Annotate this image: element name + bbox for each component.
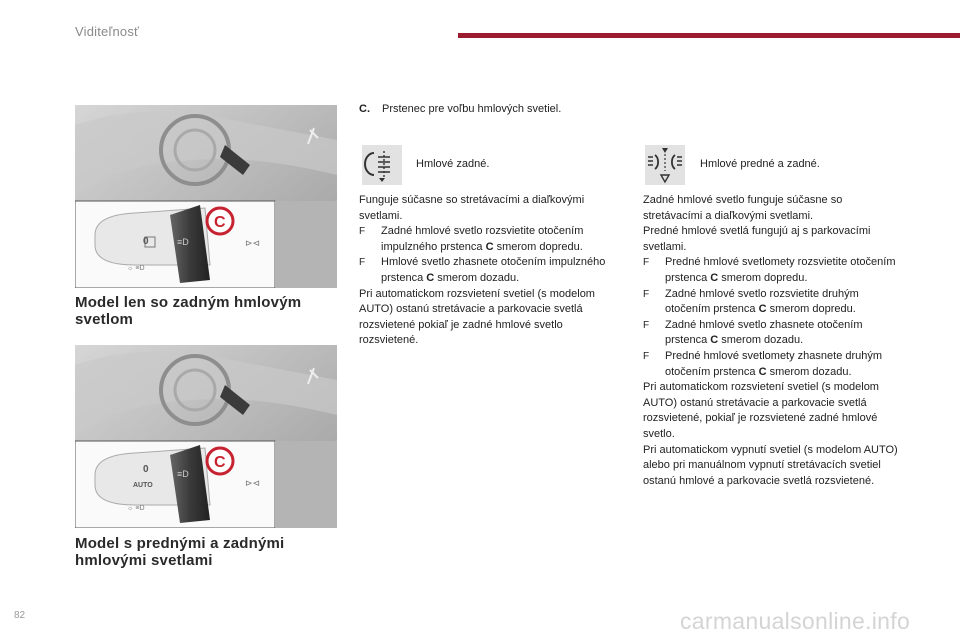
list-item: F Hmlové svetlo zhasnete otočením impulzného prstenca C smerom dozadu. bbox=[359, 255, 617, 286]
svg-text:☼ ≡D: ☼ ≡D bbox=[127, 265, 145, 272]
bullet-mark: F bbox=[359, 226, 366, 238]
section-heading-rear-only: Model len so zadným hmlovým svetlom bbox=[75, 294, 302, 328]
bullet-mark: F bbox=[643, 288, 650, 300]
bullet-mark: F bbox=[359, 257, 366, 269]
svg-text:≡D: ≡D bbox=[177, 237, 189, 247]
stalk-illustration-rear-fog bbox=[75, 105, 337, 288]
svg-text:☼ ≡D: ☼ ≡D bbox=[127, 505, 145, 512]
switch-label-zero: 0 bbox=[143, 236, 149, 247]
bullet-mark: F bbox=[643, 350, 650, 362]
section-heading-front-rear: Model s prednými a zadnými hmlovými svetlami bbox=[75, 535, 285, 569]
header-accent-bar bbox=[458, 33, 960, 38]
watermark: carmanualsonline.info bbox=[680, 608, 911, 634]
rear-fog-description bbox=[359, 193, 617, 349]
list-item: F Zadné hmlové svetlo rozsvietite otočením impulzného prstenca C smerom dopredu. bbox=[359, 224, 617, 255]
list-item: F Zadné hmlové svetlo zhasnete otočením prstenca C smerom dozadu. bbox=[643, 318, 901, 349]
paragraph: Pri automatickom vypnutí svetiel (s modelom AUTO) alebo pri manuálnom vypnutí stretávacích svetiel ostanú hmlové a parkovacie svetlá rozsvietené. bbox=[643, 443, 898, 487]
paragraph: Predné hmlové svetlá fungujú aj s parkovacími svetlami. bbox=[643, 225, 871, 253]
callout-c: C bbox=[214, 214, 226, 231]
paragraph: Zadné hmlové svetlo funguje súčasne so stretávacími a diaľkovými svetlami. bbox=[643, 194, 843, 222]
switch-label-arrow: ⊳⊲ bbox=[245, 238, 261, 248]
list-item: F Predné hmlové svetlomety rozsvietite otočením prstenca C smerom dopredu. bbox=[643, 255, 901, 286]
page-header-title: Viditeľnosť bbox=[75, 24, 140, 39]
switch-label-zero: 0 bbox=[143, 464, 149, 475]
ring-letter: C. bbox=[359, 103, 370, 115]
paragraph: Pri automatickom rozsvietení svetiel (s modelom AUTO) ostanú stretávacie a parkovacie svetlá rozsvietené, pokiaľ je rozsvietené zadné hmlové svetlo. bbox=[643, 381, 879, 440]
bullet-mark: F bbox=[643, 319, 650, 331]
callout-c: C bbox=[214, 454, 226, 471]
stalk-illustration-front-rear-fog bbox=[75, 345, 337, 528]
list-item: F Zadné hmlové svetlo rozsvietite druhým otočením prstenca C smerom dopredu. bbox=[643, 287, 901, 318]
switch-label-arrow: ⊳⊲ bbox=[245, 478, 261, 488]
front-rear-fog-description bbox=[643, 193, 901, 489]
list-item: F Predné hmlové svetlomety zhasnete druhým otočením prstenca C smerom dozadu. bbox=[643, 349, 901, 380]
front-rear-fog-label: Hmlové predné a zadné. bbox=[700, 158, 820, 170]
rear-fog-lamp-icon bbox=[362, 145, 402, 185]
front-rear-fog-lamp-icon bbox=[645, 145, 685, 185]
ring-c-intro bbox=[359, 103, 561, 115]
ring-description: Prstenec pre voľbu hmlových svetiel. bbox=[382, 103, 562, 115]
paragraph: Pri automatickom rozsvietení svetiel (s modelom AUTO) ostanú stretávacie a parkovacie svetlá rozsvietené pokiaľ je zadné hmlové svetlo rozsvietené. bbox=[359, 287, 595, 347]
bullet-mark: F bbox=[643, 257, 650, 269]
paragraph: Funguje súčasne so stretávacími a diaľkovými svetlami. bbox=[359, 194, 585, 222]
rear-fog-label: Hmlové zadné. bbox=[416, 158, 490, 170]
page-number: 82 bbox=[14, 610, 26, 621]
switch-label-auto: AUTO bbox=[133, 482, 153, 489]
svg-text:≡D: ≡D bbox=[177, 469, 189, 479]
